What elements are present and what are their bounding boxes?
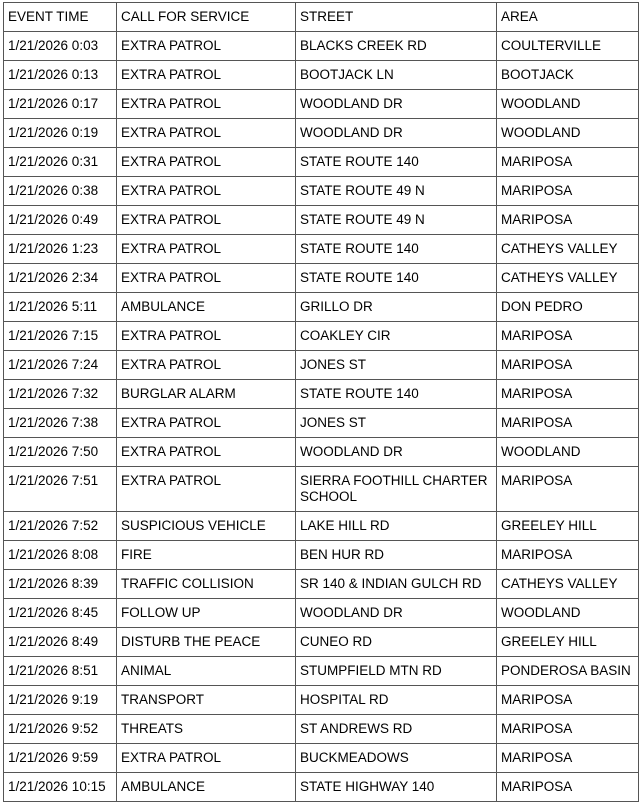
call-for-service-cell: ANIMAL: [117, 657, 296, 686]
event-time-cell: 1/21/2026 8:49: [4, 628, 117, 657]
column-header-event-time: EVENT TIME: [4, 3, 117, 32]
event-time-cell: 1/21/2026 9:19: [4, 686, 117, 715]
event-time-cell: 1/21/2026 7:32: [4, 380, 117, 409]
area-cell: MARIPOSA: [497, 467, 639, 512]
area-cell: CATHEYS VALLEY: [497, 570, 639, 599]
table-row: [4, 90, 639, 119]
area-cell: WOODLAND: [497, 599, 639, 628]
area-cell: WOODLAND: [497, 438, 639, 467]
call-for-service-cell: EXTRA PATROL: [117, 409, 296, 438]
call-for-service-cell: SUSPICIOUS VEHICLE: [117, 512, 296, 541]
table-row: [4, 657, 639, 686]
table-row: [4, 467, 639, 512]
table-row: [4, 380, 639, 409]
street-cell: STATE ROUTE 140: [296, 380, 497, 409]
street-cell: BLACKS CREEK RD: [296, 32, 497, 61]
call-for-service-cell: EXTRA PATROL: [117, 119, 296, 148]
street-cell: LAKE HILL RD: [296, 512, 497, 541]
event-time-cell: 1/21/2026 9:52: [4, 715, 117, 744]
area-cell: MARIPOSA: [497, 380, 639, 409]
table-header: [4, 3, 639, 32]
event-time-cell: 1/21/2026 9:59: [4, 744, 117, 773]
area-cell: GREELEY HILL: [497, 512, 639, 541]
event-time-cell: 1/21/2026 7:51: [4, 467, 117, 512]
area-cell: MARIPOSA: [497, 322, 639, 351]
event-time-cell: 1/21/2026 7:50: [4, 438, 117, 467]
table-row: [4, 206, 639, 235]
table-row: [4, 512, 639, 541]
table-row: [4, 119, 639, 148]
street-cell: JONES ST: [296, 409, 497, 438]
area-cell: COULTERVILLE: [497, 32, 639, 61]
street-cell: JONES ST: [296, 351, 497, 380]
column-header-call-for-service: CALL FOR SERVICE: [117, 3, 296, 32]
call-for-service-cell: EXTRA PATROL: [117, 61, 296, 90]
table-row: [4, 293, 639, 322]
street-cell: CUNEO RD: [296, 628, 497, 657]
area-cell: MARIPOSA: [497, 686, 639, 715]
call-for-service-cell: EXTRA PATROL: [117, 351, 296, 380]
table-row: [4, 744, 639, 773]
event-time-cell: 1/21/2026 8:08: [4, 541, 117, 570]
table-row: [4, 715, 639, 744]
table-row: [4, 322, 639, 351]
call-log-table: [3, 2, 639, 802]
event-time-cell: 1/21/2026 8:51: [4, 657, 117, 686]
table-row: [4, 599, 639, 628]
street-cell: STATE ROUTE 49 N: [296, 206, 497, 235]
call-for-service-cell: EXTRA PATROL: [117, 264, 296, 293]
column-header-area: AREA: [497, 3, 639, 32]
street-cell: STATE ROUTE 49 N: [296, 177, 497, 206]
area-cell: MARIPOSA: [497, 148, 639, 177]
table-row: [4, 773, 639, 802]
call-for-service-cell: EXTRA PATROL: [117, 235, 296, 264]
table-row: [4, 409, 639, 438]
call-for-service-cell: THREATS: [117, 715, 296, 744]
area-cell: BOOTJACK: [497, 61, 639, 90]
street-cell: GRILLO DR: [296, 293, 497, 322]
call-for-service-cell: AMBULANCE: [117, 293, 296, 322]
event-time-cell: 1/21/2026 0:17: [4, 90, 117, 119]
event-time-cell: 1/21/2026 0:49: [4, 206, 117, 235]
street-cell: STATE ROUTE 140: [296, 264, 497, 293]
street-cell: ST ANDREWS RD: [296, 715, 497, 744]
event-time-cell: 1/21/2026 0:03: [4, 32, 117, 61]
table-row: [4, 686, 639, 715]
call-for-service-cell: TRAFFIC COLLISION: [117, 570, 296, 599]
area-cell: CATHEYS VALLEY: [497, 235, 639, 264]
street-cell: WOODLAND DR: [296, 90, 497, 119]
area-cell: CATHEYS VALLEY: [497, 264, 639, 293]
area-cell: WOODLAND: [497, 119, 639, 148]
call-for-service-cell: EXTRA PATROL: [117, 206, 296, 235]
area-cell: MARIPOSA: [497, 773, 639, 802]
table-row: [4, 177, 639, 206]
table-row: [4, 438, 639, 467]
event-time-cell: 1/21/2026 5:11: [4, 293, 117, 322]
street-cell: HOSPITAL RD: [296, 686, 497, 715]
table-row: [4, 148, 639, 177]
event-time-cell: 1/21/2026 2:34: [4, 264, 117, 293]
area-cell: WOODLAND: [497, 90, 639, 119]
call-for-service-cell: EXTRA PATROL: [117, 148, 296, 177]
call-for-service-cell: DISTURB THE PEACE: [117, 628, 296, 657]
event-time-cell: 1/21/2026 10:15: [4, 773, 117, 802]
area-cell: MARIPOSA: [497, 715, 639, 744]
area-cell: MARIPOSA: [497, 206, 639, 235]
street-cell: STATE ROUTE 140: [296, 148, 497, 177]
call-for-service-cell: EXTRA PATROL: [117, 467, 296, 512]
area-cell: GREELEY HILL: [497, 628, 639, 657]
area-cell: PONDEROSA BASIN: [497, 657, 639, 686]
table-row: [4, 541, 639, 570]
event-time-cell: 1/21/2026 7:15: [4, 322, 117, 351]
call-for-service-cell: BURGLAR ALARM: [117, 380, 296, 409]
event-time-cell: 1/21/2026 7:52: [4, 512, 117, 541]
event-time-cell: 1/21/2026 8:39: [4, 570, 117, 599]
table-body: [4, 32, 639, 802]
table-row: [4, 32, 639, 61]
street-cell: SIERRA FOOTHILL CHARTER SCHOOL: [296, 467, 497, 512]
call-for-service-cell: EXTRA PATROL: [117, 90, 296, 119]
call-for-service-cell: FIRE: [117, 541, 296, 570]
area-cell: DON PEDRO: [497, 293, 639, 322]
street-cell: STUMPFIELD MTN RD: [296, 657, 497, 686]
table-row: [4, 351, 639, 380]
area-cell: MARIPOSA: [497, 744, 639, 773]
event-time-cell: 1/21/2026 0:38: [4, 177, 117, 206]
street-cell: STATE HIGHWAY 140: [296, 773, 497, 802]
call-for-service-cell: FOLLOW UP: [117, 599, 296, 628]
event-time-cell: 1/21/2026 7:38: [4, 409, 117, 438]
street-cell: COAKLEY CIR: [296, 322, 497, 351]
street-cell: WOODLAND DR: [296, 438, 497, 467]
call-for-service-cell: EXTRA PATROL: [117, 32, 296, 61]
event-time-cell: 1/21/2026 0:13: [4, 61, 117, 90]
street-cell: SR 140 & INDIAN GULCH RD: [296, 570, 497, 599]
header-row: [4, 3, 639, 32]
call-for-service-cell: EXTRA PATROL: [117, 177, 296, 206]
event-time-cell: 1/21/2026 0:31: [4, 148, 117, 177]
area-cell: MARIPOSA: [497, 409, 639, 438]
event-time-cell: 1/21/2026 8:45: [4, 599, 117, 628]
table-row: [4, 61, 639, 90]
table-row: [4, 570, 639, 599]
call-for-service-cell: AMBULANCE: [117, 773, 296, 802]
call-for-service-cell: EXTRA PATROL: [117, 438, 296, 467]
area-cell: MARIPOSA: [497, 177, 639, 206]
street-cell: BUCKMEADOWS: [296, 744, 497, 773]
call-for-service-cell: EXTRA PATROL: [117, 744, 296, 773]
column-header-street: STREET: [296, 3, 497, 32]
call-for-service-cell: EXTRA PATROL: [117, 322, 296, 351]
street-cell: WOODLAND DR: [296, 119, 497, 148]
event-time-cell: 1/21/2026 7:24: [4, 351, 117, 380]
event-time-cell: 1/21/2026 1:23: [4, 235, 117, 264]
street-cell: STATE ROUTE 140: [296, 235, 497, 264]
area-cell: MARIPOSA: [497, 541, 639, 570]
street-cell: WOODLAND DR: [296, 599, 497, 628]
street-cell: BEN HUR RD: [296, 541, 497, 570]
table-row: [4, 235, 639, 264]
table-row: [4, 628, 639, 657]
event-time-cell: 1/21/2026 0:19: [4, 119, 117, 148]
table-row: [4, 264, 639, 293]
call-for-service-cell: TRANSPORT: [117, 686, 296, 715]
street-cell: BOOTJACK LN: [296, 61, 497, 90]
area-cell: MARIPOSA: [497, 351, 639, 380]
